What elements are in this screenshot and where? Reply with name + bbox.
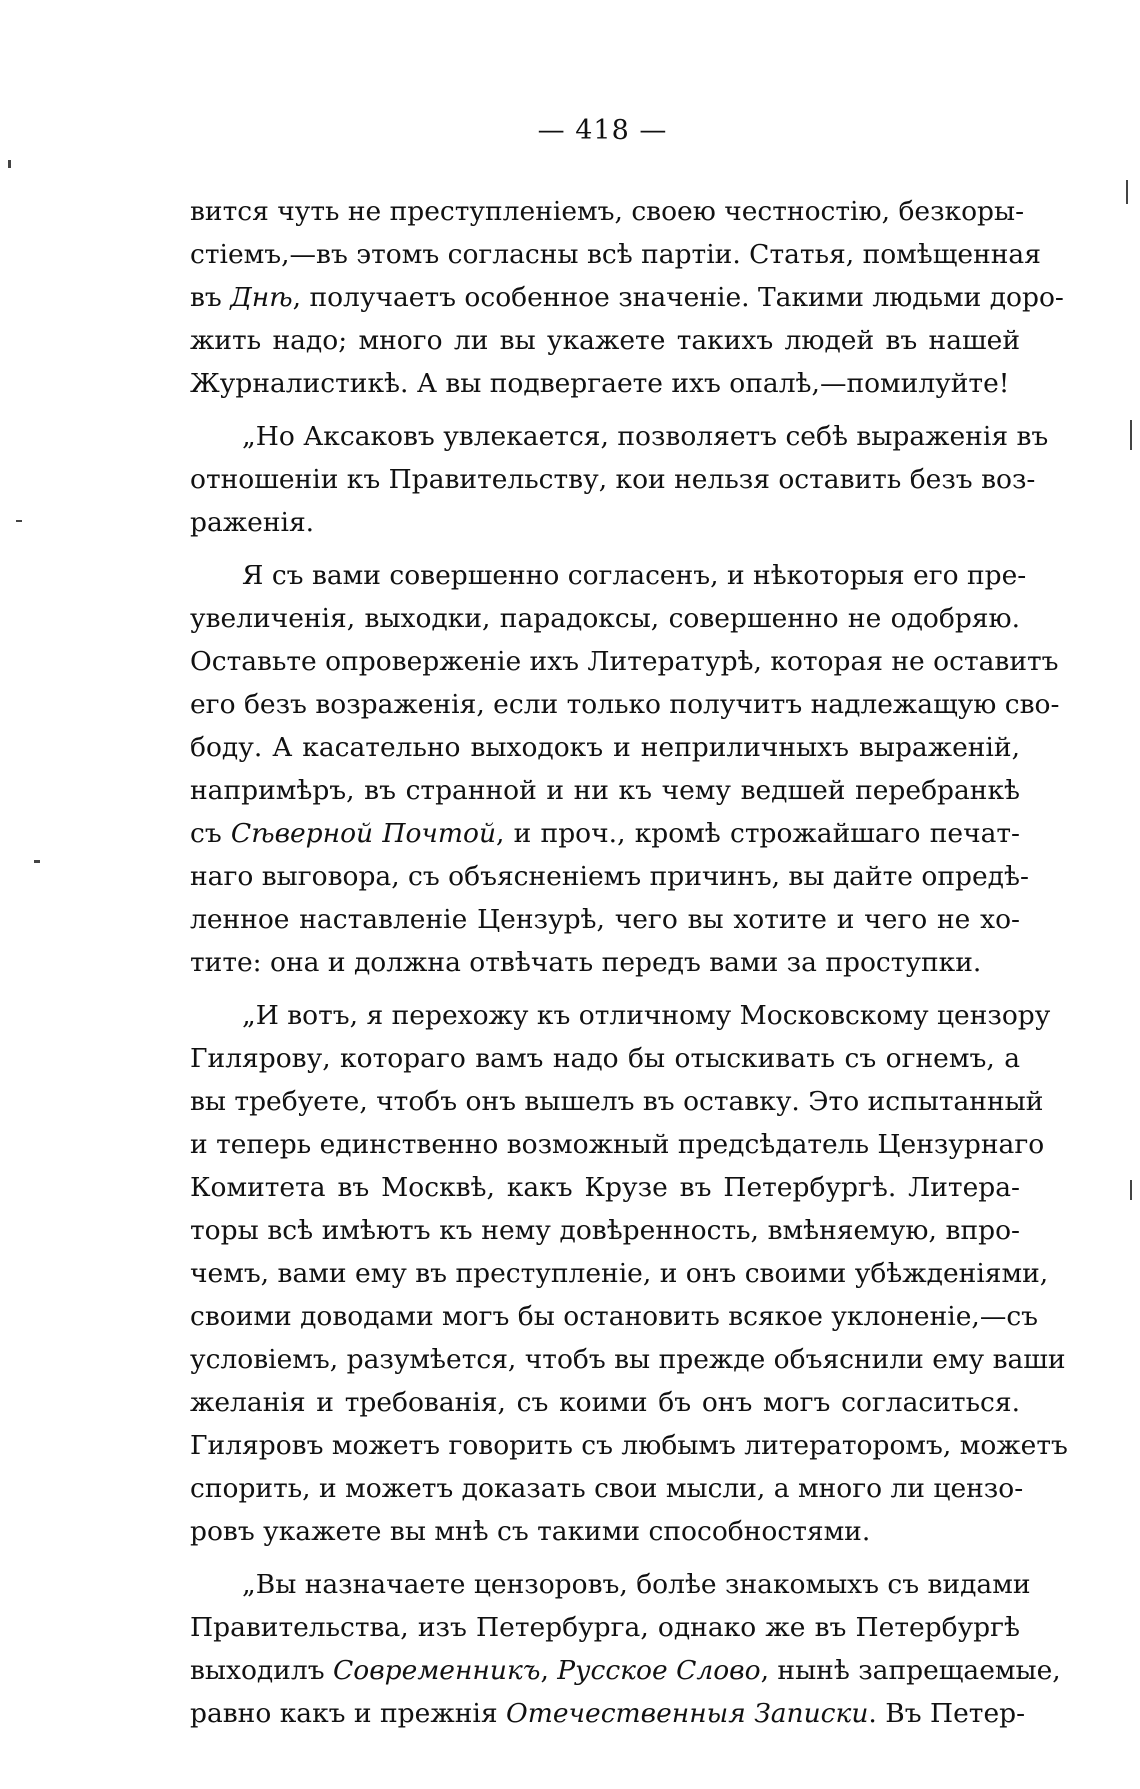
text-line: спорить, и можетъ доказать свои мысли, а много ли цензо- [190,1473,1024,1504]
text-line: отношеніи къ Правительству, кои нельзя оставить безъ воз- [190,464,1036,495]
text-line: Комитета въ Москвѣ, какъ Крузе въ Петербургѣ. Литера- [190,1172,1020,1203]
page-number: — 418 — [537,115,668,146]
text-line: Оставьте опроверженіе ихъ Литературѣ, которая не оставитъ [190,646,1059,677]
italic-title: Современникъ [333,1655,541,1686]
italic-title: Сѣверной Почтой [230,818,497,849]
text-line: чемъ, вами ему въ преступленіе, и онъ своими убѣжденіями, [190,1258,1049,1289]
text-line: жить надо; много ли вы укажете такихъ людей въ нашей [190,325,1020,356]
paragraph-gap [190,984,1020,994]
text-line: „Но Аксаковъ увлекается, позволяетъ себѣ выраженія въ [242,421,1049,452]
text-line: и теперь единственно возможный предсѣдатель Цензурнаго [190,1129,1045,1160]
paragraph [190,994,1068,1553]
text-line: раженія. [190,507,315,538]
scan-speck [1126,180,1128,204]
body-text [190,190,1068,1735]
text-line: желанія и требованія, съ коими бъ онъ могъ согласиться. [190,1387,1020,1418]
text-line: Правительства, изъ Петербурга, однако же въ Петербургѣ [190,1612,1020,1643]
text-line: его безъ возраженія, если только получитъ надлежащую сво- [190,689,1060,720]
scan-speck [34,860,40,863]
text-line: въ Днѣ, получаетъ особенное значеніе. Такими людьми доро- [190,282,1064,313]
paragraph [190,415,1049,544]
scan-speck [8,160,11,168]
text-line: увеличенія, выходки, парадоксы, совершенно не одобряю. [190,603,1020,634]
text-line: тите: она и должна отвѣчать передъ вами за проступки. [190,947,982,978]
italic-title: Днѣ [230,282,293,313]
text-line: вы требуете, чтобъ онъ вышелъ въ оставку. Это испытанный [190,1086,1044,1117]
scan-speck [16,520,22,522]
text-line: условіемъ, разумѣется, чтобъ вы прежде объяснили ему ваши [190,1344,1066,1375]
scan-speck [1130,1180,1132,1200]
text-line: „И вотъ, я перехожу къ отличному Московскому цензору [242,1000,1051,1031]
text-line: Журналистикѣ. А вы подвергаете ихъ опалѣ,—помилуйте! [190,368,1010,399]
text-line: Гилярову, котораго вамъ надо бы отыскивать съ огнемъ, а [190,1043,1020,1074]
text-line: наго выговора, съ объясненіемъ причинъ, вы дайте опредѣ- [190,861,1029,892]
scan-speck [1130,420,1132,450]
text-line: своими доводами могъ бы остановить всякое уклоненіе,—съ [190,1301,1039,1332]
text-line: боду. А касательно выходокъ и неприличныхъ выраженій, [190,732,1020,763]
text-line: равно какъ и прежнія Отечественныя Записки. Въ Петер- [190,1698,1026,1729]
text-line: выходилъ Современникъ, Русское Слово, нынѣ запрещаемые, [190,1655,1061,1686]
italic-title: Русское Слово [557,1655,761,1686]
paragraph [190,554,1060,984]
paragraph-gap [190,405,1020,415]
paragraph [190,190,1064,405]
text-line: торы всѣ имѣютъ къ нему довѣренность, вмѣняемую, впро- [190,1215,1020,1246]
text-line: стіемъ,—въ этомъ согласны всѣ партіи. Статья, помѣщенная [190,239,1041,270]
paragraph-gap [190,1553,1020,1563]
text-line: Я съ вами совершенно согласенъ, и нѣкоторыя его пре- [242,560,1027,591]
paragraph-gap [190,544,1020,554]
text-line: вится чуть не преступленіемъ, своею честностію, безкоры- [190,196,1025,227]
text-line: ровъ укажете вы мнѣ съ такими способностями. [190,1516,871,1547]
text-line: съ Сѣверной Почтой, и проч., кромѣ строжайшаго печат- [190,818,1021,849]
text-line: „Вы назначаете цензоровъ, болѣе знакомыхъ съ видами [242,1569,1031,1600]
text-line: Гиляровъ можетъ говорить съ любымъ литераторомъ, можетъ [190,1430,1068,1461]
italic-title: Отечественныя Записки [505,1698,869,1729]
text-line: напримѣръ, въ странной и ни къ чему ведшей перебранкѣ [190,775,1020,806]
text-line: ленное наставленіе Цензурѣ, чего вы хотите и чего не хо- [190,904,1020,935]
paragraph [190,1563,1061,1735]
